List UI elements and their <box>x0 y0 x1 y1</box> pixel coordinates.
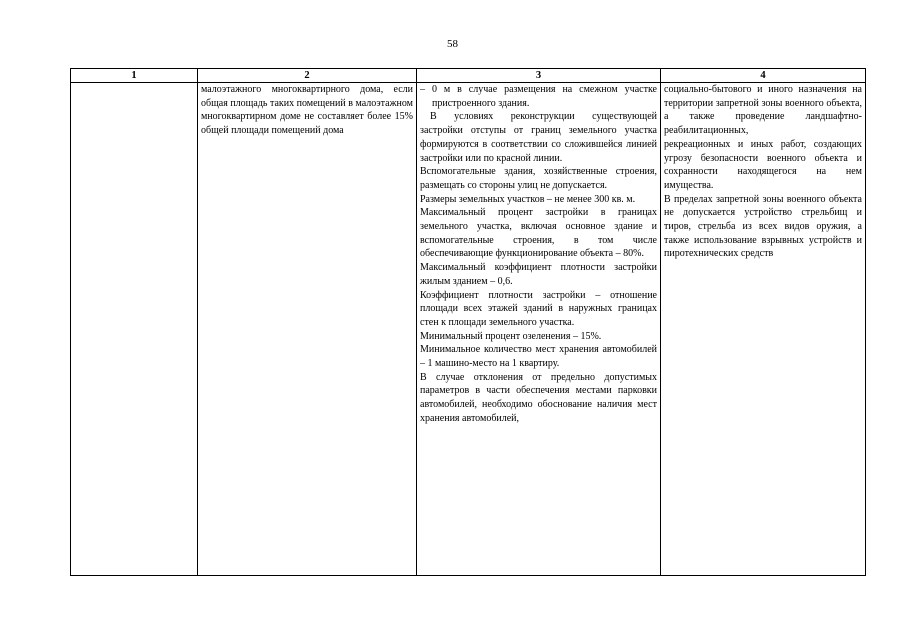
col3-paragraph: Размеры земельных участков – не менее 300 кв. м. <box>420 193 636 205</box>
col2-text: малоэтажного многоквартирного дома, если общая площадь таких помещений в малоэтажном многоквартирном доме не составляет более 15% общей площади помещений дома <box>201 84 413 137</box>
column-header-2: 2 <box>198 69 417 83</box>
header-row <box>71 69 866 83</box>
table-row <box>71 83 866 576</box>
column-header-3: 3 <box>417 69 661 83</box>
col3-paragraph: Коэффициент плотности застройки – отношение площади всех этажей зданий в наружных границах стен к площади земельного участка. <box>420 289 657 328</box>
col4-paragraph: рекреационных и иных работ, создающих угрозу безопасности военного объекта и сохранности находящегося на нем имущества. <box>664 138 862 191</box>
col3-paragraph: Максимальный коэффициент плотности застройки жилым зданием – 0,6. <box>420 262 657 287</box>
col4-paragraph: В пределах запретной зоны военного объекта не допускается устройство стрельбищ и тиров, стрельба из всех видов оружия, а также использование взрывных устройств и пиротехнических средств <box>664 193 862 260</box>
col3-paragraph: Минимальный процент озеленения – 15%. <box>420 330 602 342</box>
cell-col4 <box>661 83 866 576</box>
regulations-table <box>70 68 866 576</box>
col3-paragraph: В случае отклонения от предельно допустимых параметров в части обеспечения местами парковки автомобилей, необходимо обоснование наличия мест хранения автомобилей, <box>420 371 657 424</box>
col3-paragraph: Максимальный процент застройки в границах земельного участка, включая основное здание и вспомогательные строения, в том числе обеспечивающие функционирование объекта – 80%. <box>420 207 657 260</box>
column-header-4: 4 <box>661 69 866 83</box>
dash-item-text: 0 м в случае размещения на смежном участке пристроенного здания. <box>432 84 657 109</box>
col3-dash-item <box>420 83 657 110</box>
col3-paragraph: В условиях реконструкции существующей застройки отступы от границ земельного участка формируются в соответствии со сложившейся линией застройки или по красной линии. <box>420 111 657 164</box>
column-header-1: 1 <box>71 69 198 83</box>
page-number: 58 <box>447 38 458 50</box>
col4-paragraph: социально-бытового и иного назначения на территории запретной зоны военного объекта, а также проведение ландшафтно-реабилитационных, <box>664 84 862 137</box>
col3-paragraph: Минимальное количество мест хранения автомобилей – 1 машино-место на 1 квартиру. <box>420 344 657 370</box>
cell-col1 <box>71 83 198 576</box>
dash-marker: – <box>420 84 425 95</box>
cell-col3 <box>417 83 661 576</box>
cell-col2 <box>198 83 417 576</box>
col3-paragraph: Вспомогательные здания, хозяйственные строения, размещать со стороны улиц не допускается. <box>420 166 657 191</box>
